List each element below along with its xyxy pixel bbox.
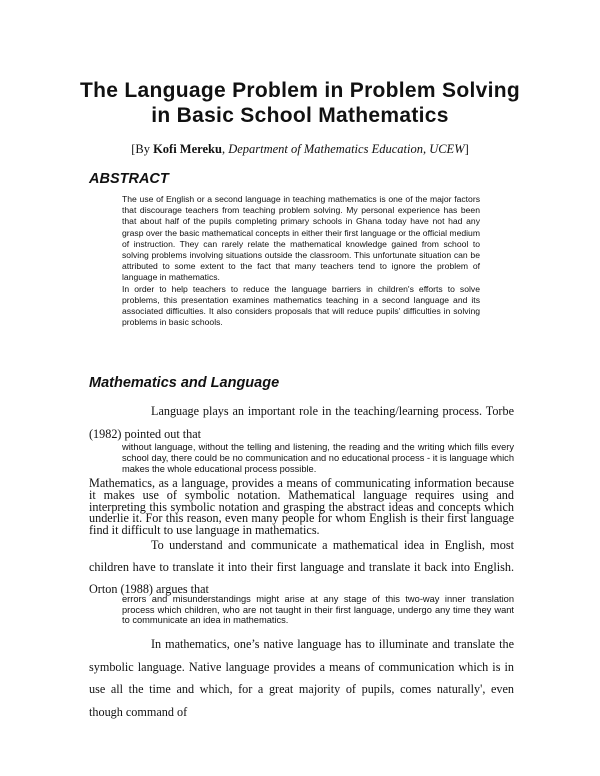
body-paragraph-3: To understand and communicate a mathematical idea in English, most children have to translate it into their first language and translate it back into English. Orton (1988) argues that (89, 538, 514, 596)
abstract-paragraph-2: In order to help teachers to reduce the language barriers in children's efforts to solve problems, this presentation examines mathematics teaching in a second language and its associated difficulties. It also considers proposals that will reduce pupils' difficulties in solving problems in basic schools. (122, 283, 480, 328)
abstract-body (122, 194, 480, 328)
block-quote-orton: errors and misunderstandings might arise at any stage of this two-way inner translation process which children, who are not taught in their first language, undergo any time they want to communicate an idea in mathematics. (122, 594, 514, 626)
paper-title (0, 78, 600, 128)
byline (0, 142, 600, 157)
body-paragraph-1: Language plays an important role in the teaching/learning process. Torbe (1982) pointed out that (89, 404, 514, 441)
body-paragraph-4: In mathematics, one’s native language has to illuminate and translate the symbolic language. Native language provides a means of communication which is in use all the time and which, for a great majority of pupils, comes naturally', even though command of (89, 637, 514, 719)
title-line-2: in Basic School Mathematics (151, 104, 449, 127)
author-name: Kofi Mereku (153, 142, 222, 156)
author-affiliation: Department of Mathematics Education, UCEW (228, 142, 465, 156)
title-line-1: The Language Problem in Problem Solving (80, 79, 520, 102)
abstract-heading: ABSTRACT (89, 171, 169, 187)
byline-close: ] (464, 142, 469, 156)
byline-open: [By (131, 142, 154, 156)
block-quote-torbe: without language, without the telling and listening, the reading and the writing which fills every school day, there could be no communication and no educational process - it is language which makes the whole educational process possible. (122, 442, 514, 474)
abstract-paragraph-1: The use of English or a second language in teaching mathematics is one of the major factors that discourage teachers from teaching problem solving. My personal experience has been that about half of the pupils completing primary schools in Ghana today have not had any grasp over the basic mathematical concepts in either their first language or the official medium of instruction. They can rarely relate the mathematical knowledge gained from school to solving problems involving situations outside the classroom. This unfortunate situation can be attributed to some extent to the fact that many teachers tend to ignore the problem of language in mathematics. (122, 194, 480, 283)
body-paragraph-2: Mathematics, as a language, provides a means of communicating information because it makes use of symbolic notation. Mathematical language requires using and interpreting this symbolic notation and grasping the abstract ideas and concepts which underlie it. For this reason, even many people for whom English is their first language find it difficult to use language in mathematics. (89, 476, 514, 538)
section-heading: Mathematics and Language (89, 375, 280, 391)
byline-sep: , (221, 142, 229, 156)
